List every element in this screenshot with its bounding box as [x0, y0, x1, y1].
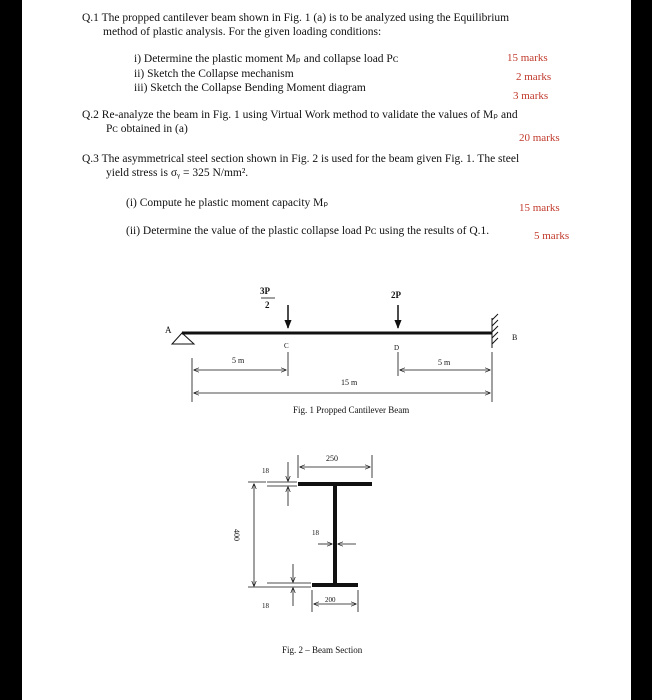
- label-b: B: [512, 333, 518, 342]
- document-page: [22, 0, 631, 700]
- fig1-diagram: [22, 0, 631, 700]
- q3-line2: yield stress is σᵧ = 325 N/mm².: [106, 167, 249, 179]
- q3-item-1: (i) Compute he plastic moment capacity Mₚ: [126, 197, 329, 209]
- label-c: C: [284, 342, 289, 350]
- q1-item-1-marks: 15 marks: [507, 52, 548, 64]
- q2-line2: Pᴄ obtained in (a): [106, 123, 188, 135]
- q3-item-1-marks: 15 marks: [519, 202, 560, 214]
- label-d: D: [394, 344, 400, 352]
- dim-label-total: 15 m: [341, 378, 358, 387]
- fixed-support-b: [492, 314, 498, 348]
- q1-line2: method of plastic analysis. For the given loading conditions:: [103, 26, 382, 38]
- label-bottom-flange-thk: 18: [262, 602, 269, 610]
- q1-item-3-marks: 3 marks: [513, 90, 549, 102]
- top-flange: [298, 482, 372, 486]
- fig1-caption: Fig. 1 Propped Cantilever Beam: [293, 405, 410, 415]
- q2-line1: Q.2 Re-analyze the beam in Fig. 1 using Virtual Work method to validate the values of Mₚ and: [82, 109, 518, 121]
- bottom-flange: [312, 583, 358, 587]
- load-label-3p-num: 3P: [260, 286, 270, 296]
- q1-item-1: i) Determine the plastic moment Mₚ and collapse load Pᴄ: [134, 53, 399, 65]
- label-web-thk: 18: [312, 529, 319, 537]
- q3-item-2: (ii) Determine the value of the plastic collapse load Pᴄ using the results of Q.1.: [126, 225, 490, 237]
- q1-item-3: iii) Sketch the Collapse Bending Moment diagram: [134, 82, 366, 94]
- i-section: [298, 482, 372, 587]
- dim-label-left: 5 m: [232, 356, 245, 365]
- pin-support-a: [172, 333, 194, 344]
- q1-line1: Q.1 The propped cantilever beam shown in Fig. 1 (a) is to be analyzed using the Equilibrium: [82, 12, 510, 24]
- web: [333, 486, 337, 583]
- q1-item-2: ii) Sketch the Collapse mechanism: [134, 68, 294, 80]
- q1-item-2-marks: 2 marks: [516, 71, 552, 83]
- q3-line1: Q.3 The asymmetrical steel section shown in Fig. 2 is used for the beam given Fig. 1. The steel: [82, 153, 520, 165]
- fig2-caption: Fig. 2 – Beam Section: [282, 645, 363, 655]
- label-200: 200: [325, 596, 336, 604]
- label-400: 400: [232, 529, 241, 541]
- q3-item-2-marks: 5 marks: [534, 230, 570, 242]
- label-a: A: [165, 325, 172, 335]
- q2-marks: 20 marks: [519, 132, 560, 144]
- label-top-flange-thk: 18: [262, 467, 269, 475]
- load-label-2p: 2P: [391, 290, 401, 300]
- label-250: 250: [326, 454, 338, 463]
- load-label-3p-den: 2: [265, 300, 270, 310]
- dim-label-right: 5 m: [438, 358, 451, 367]
